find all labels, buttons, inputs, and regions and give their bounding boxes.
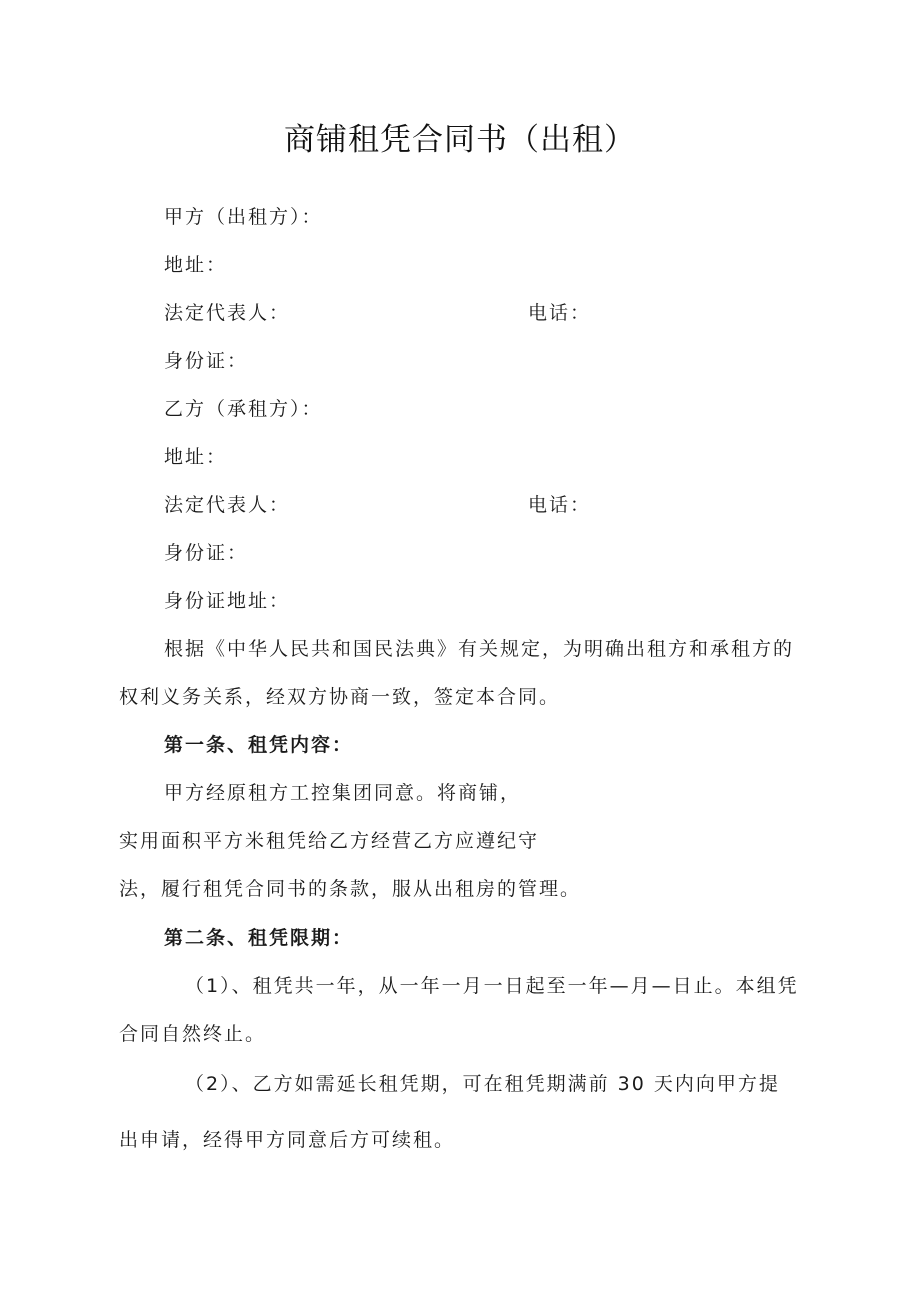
party-b-id-card: 身份证： <box>164 542 249 564</box>
article-1-heading: 第一条、租凭内容： <box>164 734 354 756</box>
article-2-heading: 第二条、租凭限期： <box>164 927 354 949</box>
party-a-id-card: 身份证： <box>164 350 249 372</box>
preamble-line-1: 根据《中华人民共和国民法典》有关规定，为明确出租方和承租方的 <box>164 638 795 660</box>
party-a-legal-rep: 法定代表人： <box>164 302 291 324</box>
party-b-address: 地址： <box>164 446 228 468</box>
preamble-line-2: 权利义务关系，经双方协商一致，签定本合同。 <box>119 686 561 708</box>
article-2-item-1-line-2: 合同自然终止。 <box>119 1023 267 1045</box>
article-1-line-1: 甲方经原租方工控集团同意。将商铺， <box>164 782 522 804</box>
article-2-item-2-line-1: （2）、乙方如需延长租凭期，可在租凭期满前 30 天内向甲方提 <box>185 1073 780 1095</box>
article-1-line-3: 法，履行租凭合同书的条款，服从出租房的管理。 <box>119 878 582 900</box>
party-a-address: 地址： <box>164 254 228 276</box>
party-b-legal-rep: 法定代表人： <box>164 494 291 516</box>
article-1-line-2: 实用面积平方米租凭给乙方经营乙方应遵纪守 <box>119 830 540 852</box>
article-2-item-1-line-1: （1）、租凭共一年，从一年一月一日起至一年—月—日止。本组凭 <box>185 975 799 997</box>
party-a-label: 甲方（出租方）： <box>164 206 323 228</box>
party-a-phone: 电话： <box>528 302 592 324</box>
party-b-phone: 电话： <box>528 494 592 516</box>
page-title: 商铺租凭合同书（出租） <box>284 122 636 158</box>
article-2-item-2-line-2: 出申请，经得甲方同意后方可续租。 <box>119 1129 456 1151</box>
party-b-label: 乙方（承租方）： <box>164 398 323 420</box>
party-b-id-address: 身份证地址： <box>164 590 291 612</box>
